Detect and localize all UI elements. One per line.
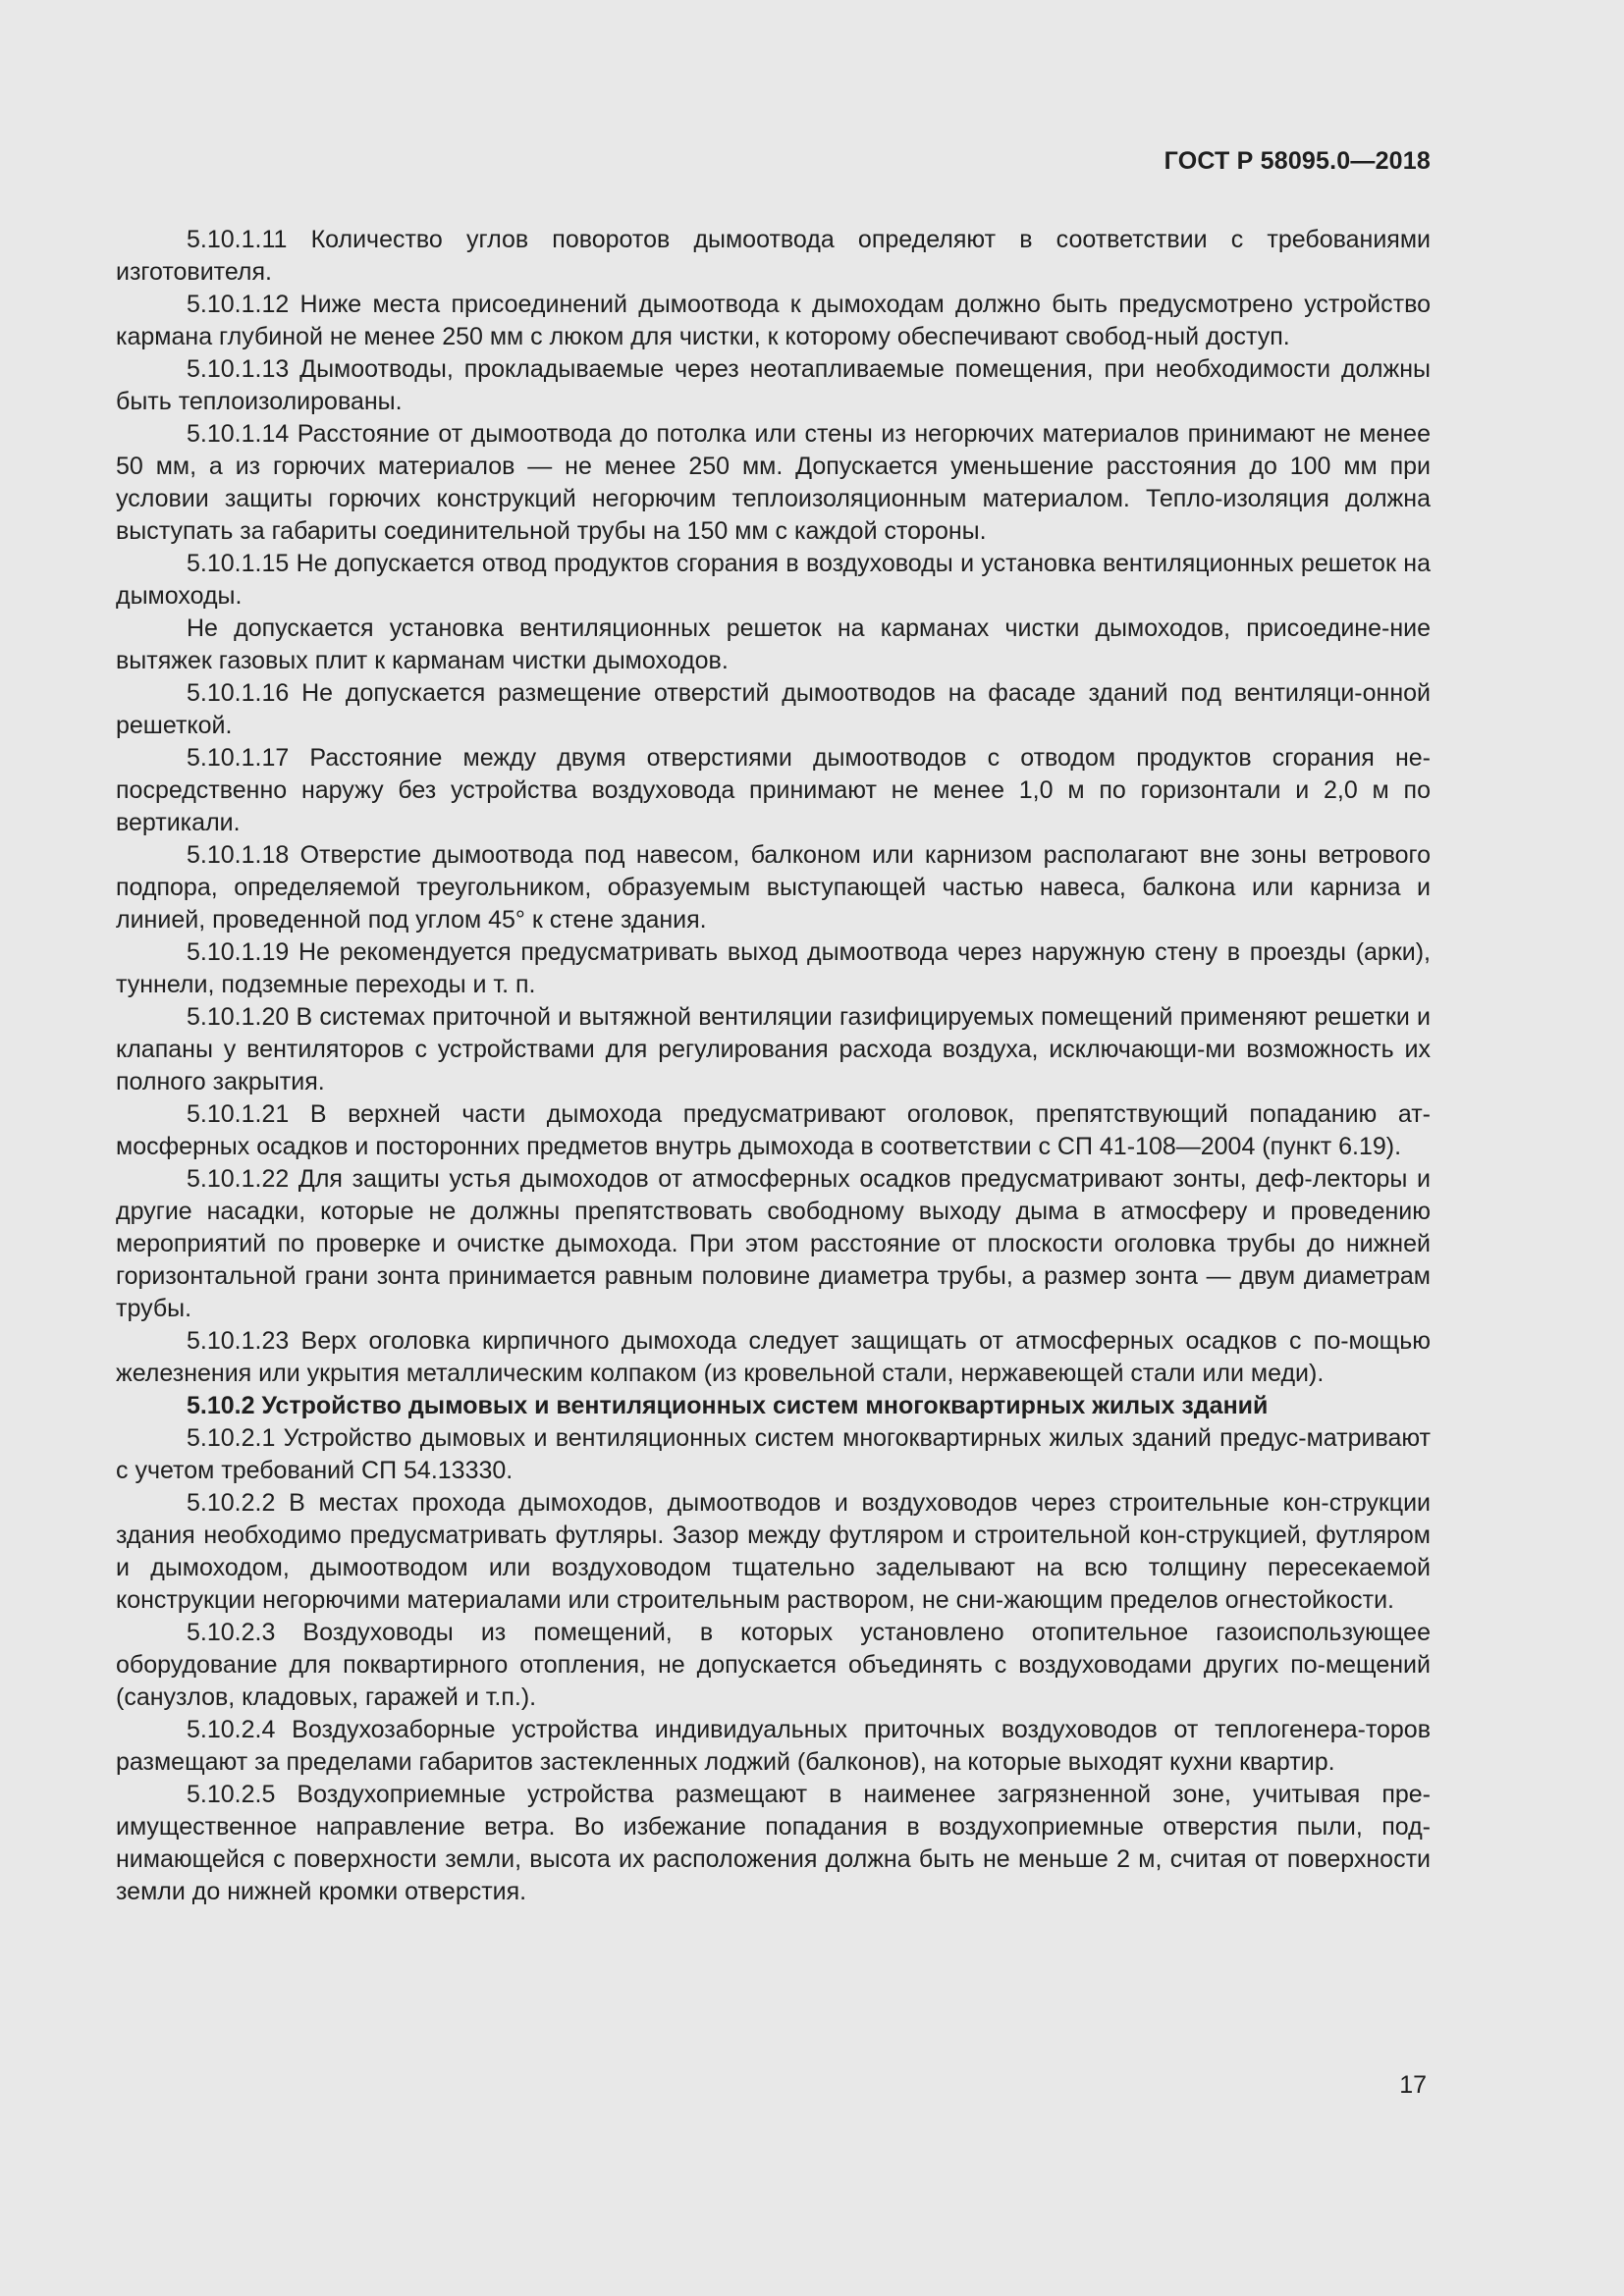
paragraph-5-10-1-20: 5.10.1.20 В системах приточной и вытяжной вентиляции газифицируемых помещений применяют решетки и клапаны у вентиляторов с устройствами для регулирования расхода воздуха, исключающи-ми возможность их полного закрытия. <box>116 1003 1431 1095</box>
paragraph-5-10-1-13: 5.10.1.13 Дымоотводы, прокладываемые через неотапливаемые помещения, при необходимости должны быть теплоизолированы. <box>116 355 1431 415</box>
paragraph-5-10-1-17: 5.10.1.17 Расстояние между двумя отверстиями дымоотводов с отводом продуктов сгорания не-посредственно наружу без устройства воздуховода принимают не менее 1,0 м по горизонтали и 2,0 м по вертикали. <box>116 744 1431 836</box>
paragraph-5-10-2-3: 5.10.2.3 Воздуховоды из помещений, в которых установлено отопительное газоиспользующее оборудование для поквартирного отопления, не допускается объединять с воздуховодами других по-мещений (санузлов, кладовых, гаражей и т.п.). <box>116 1619 1431 1711</box>
paragraph-5-10-1-16: 5.10.1.16 Не допускается размещение отверстий дымоотводов на фасаде зданий под вентиляци-онной решеткой. <box>116 679 1431 739</box>
paragraph-5-10-1-11: 5.10.1.11 Количество углов поворотов дымоотвода определяют в соответствии с требованиями изготовителя. <box>116 226 1431 286</box>
paragraph-5-10-2-1: 5.10.2.1 Устройство дымовых и вентиляционных систем многоквартирных жилых зданий предус-матривают с учетом требований СП 54.13330. <box>116 1424 1431 1484</box>
paragraph-5-10-1-14: 5.10.1.14 Расстояние от дымоотвода до потолка или стены из негорючих материалов принимают не менее 50 мм, а из горючих материалов — не менее 250 мм. Допускается уменьшение расстояния до 100 мм при условии защиты горючих конструкций негорючим теплоизоляционным материалом. Тепло-изоляция должна выступать за габариты соединительной трубы на 150 мм с каждой стороны. <box>116 420 1431 545</box>
paragraph-5-10-2-4: 5.10.2.4 Воздухозаборные устройства индивидуальных приточных воздуховодов от теплогенера-торов размещают за пределами габаритов застекленных лоджий (балконов), на которые выходят кухни квартир. <box>116 1716 1431 1776</box>
paragraph-5-10-1-15-continued: Не допускается установка вентиляционных решеток на карманах чистки дымоходов, присоедине-ние вытяжек газовых плит к карманам чистки дымоходов. <box>116 614 1431 674</box>
paragraph-5-10-1-12: 5.10.1.12 Ниже места присоединений дымоотвода к дымоходам должно быть предусмотрено устройство кармана глубиной не менее 250 мм с люком для чистки, к которому обеспечивают свобод-ный доступ. <box>116 291 1431 350</box>
paragraph-5-10-1-18: 5.10.1.18 Отверстие дымоотвода под навесом, балконом или карнизом располагают вне зоны ветрового подпора, определяемой треугольником, образуемым выступающей частью навеса, балкона или карниза и линией, проведенной под углом 45° к стене здания. <box>116 841 1431 934</box>
paragraph-5-10-1-21: 5.10.1.21 В верхней части дымохода предусматривают оголовок, препятствующий попаданию ат-мосферных осадков и посторонних предметов внутрь дымохода в соответствии с СП 41-108—2004 (пункт 6.19). <box>116 1100 1431 1160</box>
document-body <box>116 224 1431 1908</box>
paragraph-5-10-1-22: 5.10.1.22 Для защиты устья дымоходов от атмосферных осадков предусматривают зонты, деф-лекторы и другие насадки, которые не должны препятствовать свободному выходу дыма в атмосферу и проведению мероприятий по проверке и очистке дымохода. При этом расстояние от плоскости оголовка трубы до нижней горизонтальной грани зонта принимается равным половине диаметра трубы, а размер зонта — двум диаметрам трубы. <box>116 1165 1431 1322</box>
page-number: 17 <box>1399 2071 1427 2099</box>
document-standard-id: ГОСТ Р 58095.0—2018 <box>1164 147 1431 175</box>
paragraph-5-10-2-2: 5.10.2.2 В местах прохода дымоходов, дымоотводов и воздуховодов через строительные кон-струкции здания необходимо предусматривать футляры. Зазор между футляром и строительной кон-струкцией, футляром и дымоходом, дымоотводом или воздуховодом тщательно заделывают на всю толщину пересекаемой конструкции негорючими материалами или строительным раствором, не сни-жающим пределов огнестойкости. <box>116 1489 1431 1614</box>
paragraph-5-10-1-15: 5.10.1.15 Не допускается отвод продуктов сгорания в воздуховоды и установка вентиляционных решеток на дымоходы. <box>116 550 1431 610</box>
section-heading-5-10-2: 5.10.2 Устройство дымовых и вентиляционных систем многоквартирных жилых зданий <box>187 1392 1269 1419</box>
paragraph-5-10-1-23: 5.10.1.23 Верх оголовка кирпичного дымохода следует защищать от атмосферных осадков с по-мощью железнения или укрытия металлическим колпаком (из кровельной стали, нержавеющей стали или меди). <box>116 1327 1431 1387</box>
paragraph-5-10-1-19: 5.10.1.19 Не рекомендуется предусматривать выход дымоотвода через наружную стену в проезды (арки), туннели, подземные переходы и т. п. <box>116 938 1431 998</box>
paragraph-5-10-2-5: 5.10.2.5 Воздухоприемные устройства размещают в наименее загрязненной зоне, учитывая пре-имущественное направление ветра. Во избежание попадания в воздухоприемные отверстия пыли, под-нимающейся с поверхности земли, высота их расположения должна быть не меньше 2 м, считая от поверхности земли до нижней кромки отверстия. <box>116 1781 1431 1905</box>
